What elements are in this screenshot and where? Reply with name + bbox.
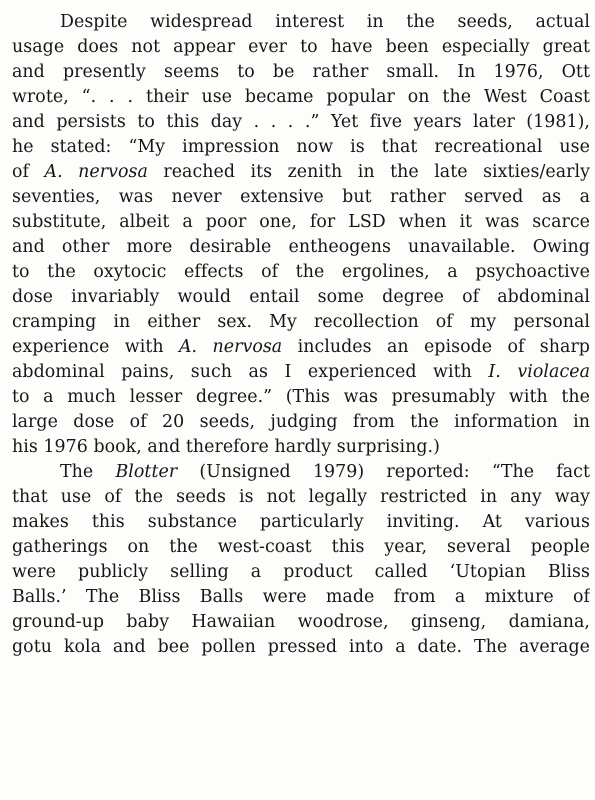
text-segment: wrote, “. . . their use became popular on the West Coast (12, 87, 590, 107)
text-segment: gatherings on the west-coast this year, several people (12, 537, 590, 557)
text-line (12, 135, 590, 160)
italic-text: Blotter (115, 462, 178, 482)
text-segment: and other more desirable entheogens unavailable. Owing (12, 237, 590, 257)
text-segment: large dose of 20 seeds, judging from the information in (12, 412, 590, 432)
text-line (12, 235, 590, 260)
text-line (12, 385, 590, 410)
text-segment: gotu kola and bee pollen pressed into a date. The average (12, 637, 590, 657)
text-segment: abdominal pains, such as I experienced with (12, 362, 489, 382)
text-line (12, 10, 590, 35)
text-segment: to the oxytocic effects of the ergolines, a psychoactive (12, 262, 590, 282)
text-line (12, 635, 590, 660)
text-line (12, 510, 590, 535)
text-line (12, 535, 590, 560)
text-segment: and presently seems to be rather small. In 1976, Ott (12, 62, 590, 82)
text-line (12, 435, 590, 460)
text-line (12, 360, 590, 385)
text-segment: and persists to this day . . . .” Yet five years later (1981), (12, 112, 590, 132)
text-segment: The (60, 462, 116, 482)
text-line (12, 410, 590, 435)
text-segment: makes this substance particularly inviting. At various (12, 512, 590, 532)
text-line (12, 35, 590, 60)
text-line (12, 160, 590, 185)
text-line (12, 60, 590, 85)
text-line (12, 460, 590, 485)
text-line (12, 310, 590, 335)
text-line (12, 335, 590, 360)
italic-text: A. nervosa (178, 337, 283, 357)
text-line (12, 210, 590, 235)
text-segment: includes an episode of sharp (282, 337, 590, 357)
text-segment: Despite widespread interest in the seeds, actual (60, 12, 590, 32)
text-segment: substitute, albeit a poor one, for LSD when it was scarce (12, 212, 590, 232)
text-line (12, 185, 590, 210)
text-line (12, 260, 590, 285)
text-segment: were publicly selling a product called ‘Utopian Bliss (12, 562, 590, 582)
text-segment: of (12, 162, 45, 182)
text-line (12, 110, 590, 135)
text-segment: experience with (12, 337, 179, 357)
text-segment: reached its zenith in the late sixties/early (147, 162, 590, 182)
text-segment: Balls.’ The Bliss Balls were made from a mixture of (12, 587, 590, 607)
text-segment: seventies, was never extensive but rather served as a (12, 187, 590, 207)
text-segment: his 1976 book, and therefore hardly surprising.) (12, 437, 440, 457)
text-segment: usage does not appear ever to have been especially great (12, 37, 590, 57)
text-segment: to a much lesser degree.” (This was presumably with the (12, 387, 590, 407)
text-line (12, 560, 590, 585)
text-segment: (Unsigned 1979) reported: “The fact (177, 462, 590, 482)
italic-text: A. nervosa (44, 162, 148, 182)
text-line (12, 585, 590, 610)
text-segment: dose invariably would entail some degree of abdominal (12, 287, 590, 307)
text-segment: he stated: “My impression now is that recreational use (12, 137, 590, 157)
text-segment: that use of the seeds is not legally restricted in any way (12, 487, 590, 507)
text-line (12, 610, 590, 635)
text-line (12, 85, 590, 110)
italic-text: I. violacea (488, 362, 590, 382)
text-line (12, 485, 590, 510)
text-line (12, 285, 590, 310)
text-segment: cramping in either sex. My recollection of my personal (12, 312, 590, 332)
body-text (12, 10, 590, 660)
text-segment: ground-up baby Hawaiian woodrose, ginseng, damiana, (12, 612, 590, 632)
